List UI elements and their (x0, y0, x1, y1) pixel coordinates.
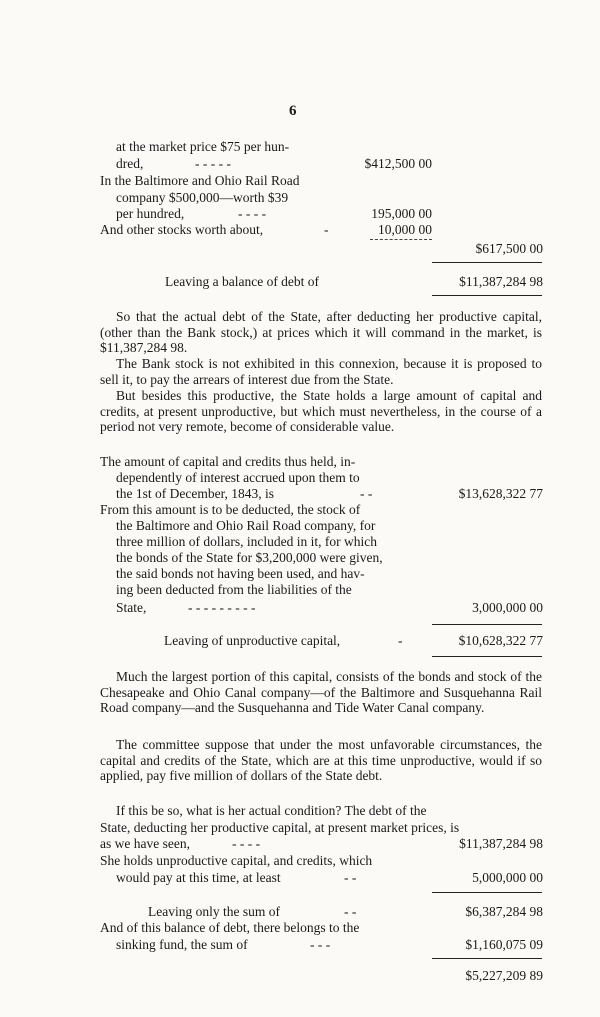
text-line: And other stocks worth about, (100, 222, 264, 237)
balance-label: Leaving a balance of debt of (165, 274, 320, 289)
text-line: And of this balance of debt, there belongs to the (100, 920, 360, 935)
text-line: per hundred, (116, 206, 185, 221)
text-line: State, deducting her productive capital, at present market prices, is (100, 820, 460, 835)
paragraph: The Bank stock is not exhibited in this connexion, because it is proposed to sell it, to pay the arrears of interest due from the State. (100, 356, 542, 387)
leader-dots: - - - - - (195, 156, 231, 171)
final-total-amount: $5,227,209 89 (465, 968, 543, 983)
amount: $13,628,322 77 (458, 486, 543, 501)
text-line: company $500,000—worth $39 (116, 190, 289, 205)
sum-rule (432, 656, 542, 657)
text-line: In the Baltimore and Ohio Rail Road (100, 173, 300, 188)
sum-rule (432, 295, 542, 296)
text-line: the Baltimore and Ohio Rail Road company, for (116, 518, 376, 533)
leader-dots: - (398, 633, 403, 648)
text-line: as we have seen, (100, 836, 190, 851)
leader-dots: - - (344, 904, 357, 919)
text-line: the 1st of December, 1843, is (116, 486, 275, 501)
text-line: the said bonds not having been used, and hav- (116, 566, 365, 581)
text-line: Leaving only the sum of (148, 904, 280, 919)
text-line: State, (116, 600, 147, 615)
text-line: three million of dollars, included in it, for which (116, 534, 377, 549)
leader-dots: - - - - - - - - - (188, 600, 256, 615)
amount: 195,000 00 (371, 206, 432, 221)
leader-dots: - - - (310, 937, 331, 952)
sum-rule (432, 958, 542, 959)
text-line: at the market price $75 per hun- (116, 139, 290, 154)
text-line: ing been deducted from the liabilities of the (116, 582, 352, 597)
text-line: dred, (116, 156, 144, 171)
paragraph: So that the actual debt of the State, after deducting her productive capital, (other than the Bank stock,) at prices which it will command in the market, is $11,387,284 98. (100, 309, 542, 356)
amount: 3,000,000 00 (472, 600, 543, 615)
text-line: the bonds of the State for $3,200,000 were given, (116, 550, 383, 565)
paragraph: But besides this productive, the State holds a large amount of capital and credits, at present unproductive, but which must nevertheless, in the course of a period not very remote, become of considerable value. (100, 388, 542, 435)
sum-rule (432, 892, 542, 893)
subtotal-amount: $617,500 00 (475, 241, 543, 256)
text-line: From this amount is to be deducted, the stock of (100, 502, 361, 517)
sum-rule (432, 262, 542, 263)
balance-amount: $10,628,322 77 (458, 633, 543, 648)
amount: 10,000 00 (378, 222, 432, 237)
page-number: 6 (289, 103, 297, 119)
amount: $6,387,284 98 (465, 904, 543, 919)
paragraph: The committee suppose that under the most unfavorable circumstances, the capital and credits of the State, which are at this time unproductive, would if so applied, pay five million of dollars of the State debt. (100, 737, 542, 784)
leader-dots: - - - - (232, 836, 261, 851)
text-line: She holds unproductive capital, and credits, which (100, 853, 373, 868)
text-line: dependently of interest accrued upon them to (116, 470, 360, 485)
leader-dots: - - (360, 486, 373, 501)
leader-dots: - - (344, 870, 357, 885)
paragraph: Much the largest portion of this capital, consists of the bonds and stock of the Chesapeake and Ohio Canal company—of the Baltimore and Susquehanna Rail Road company—and the Susquehanna and Tide Water Canal company. (100, 669, 542, 716)
text-line: sinking fund, the sum of (116, 937, 248, 952)
balance-amount: $11,387,284 98 (459, 274, 543, 289)
sum-rule (432, 624, 542, 625)
leader-dots: - - - - (238, 206, 267, 221)
amount: $412,500 00 (364, 156, 432, 171)
amount: 5,000,000 00 (472, 870, 543, 885)
amount: $1,160,075 09 (465, 937, 543, 952)
text-line: If this be so, what is her actual condition? The debt of the (116, 803, 427, 818)
sum-rule (370, 239, 432, 240)
text-line: would pay at this time, at least (116, 870, 281, 885)
balance-label: Leaving of unproductive capital, (164, 633, 341, 648)
amount: $11,387,284 98 (459, 836, 543, 851)
leader-dots: - (324, 222, 329, 237)
text-line: The amount of capital and credits thus held, in- (100, 454, 356, 469)
